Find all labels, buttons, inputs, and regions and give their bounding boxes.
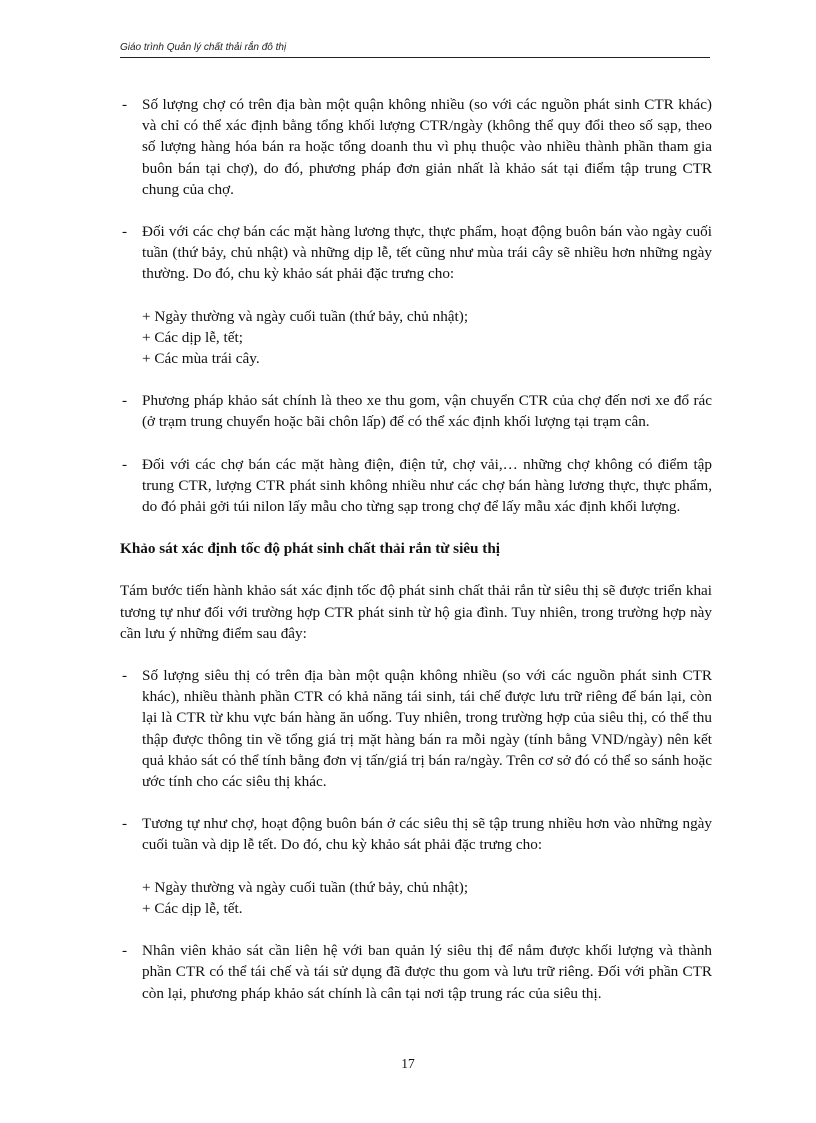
- bullet-text: Tương tự như chợ, hoạt động buôn bán ở các siêu thị sẽ tập trung nhiều hơn vào những ngày cuối tuần và dịp lễ tết. Do đó, chu kỳ khảo sát phải đặc trưng cho:: [142, 815, 712, 854]
- bullet-item: [120, 390, 712, 432]
- bullet-item: [120, 94, 712, 200]
- section-intro: Tám bước tiến hành khảo sát xác định tốc độ phát sinh chất thải rắn từ siêu thị sẽ được triển khai tương tự như đối với trường hợp CTR phát sinh từ hộ gia đình. Tuy nhiên, trong trường hợp này cần lưu ý những điểm sau đây:: [120, 582, 712, 642]
- sub-list-item: + Ngày thường và ngày cuối tuần (thứ bảy, chủ nhật);: [142, 307, 469, 325]
- page-number: 17: [401, 1056, 415, 1071]
- bullet-text: Đối với các chợ bán các mặt hàng lương thực, thực phẩm, hoạt động buôn bán vào ngày cuối tuần (thứ bảy, chủ nhật) và những dịp lễ, tết cũng như mùa trái cây sẽ nhiều hơn những ngày thường. Do đó, chu kỳ khảo sát phải đặc trưng cho:: [142, 223, 712, 283]
- bullet-text: Đối với các chợ bán các mặt hàng điện, điện tử, chợ vải,… những chợ không có điểm tập trung CTR, lượng CTR phát sinh không nhiều như các chợ bán hàng lương thực, thực phẩm, do đó phải gởi túi nilon lấy mẫu cho từng sạp trong chợ để lấy mẫu xác định khối lượng.: [142, 455, 712, 516]
- bullet-dash: -: [122, 392, 128, 410]
- bullet-item: [120, 940, 712, 1004]
- bullet-dash: -: [122, 942, 128, 960]
- section-heading: Khảo sát xác định tốc độ phát sinh chất thải rắn từ siêu thị: [120, 540, 501, 558]
- sub-list: [142, 306, 712, 370]
- sub-list-item: + Các mùa trái cây.: [142, 350, 260, 368]
- bullet-item: [120, 665, 712, 792]
- bullet-item: [120, 454, 712, 518]
- bullet-dash: -: [122, 223, 128, 241]
- bullet-dash: -: [122, 667, 128, 685]
- bullet-text: Nhân viên khảo sát cần liên hệ với ban quản lý siêu thị để nắm được khối lượng và thành phần CTR có thể tái chế và tái sử dụng đã được thu gom và lưu trữ riêng. Đối với phần CTR còn lại, phương pháp khảo sát chính là cân tại nơi tập trung rác của siêu thị.: [142, 942, 712, 1002]
- bullet-dash: -: [122, 96, 128, 113]
- bullet-item: [120, 813, 712, 855]
- sub-list-item: + Các dịp lễ, tết;: [142, 328, 243, 346]
- bullet-dash: -: [122, 815, 128, 833]
- bullet-text: Số lượng siêu thị có trên địa bàn một quận không nhiều (so với các nguồn phát sinh CTR khác), nhiều thành phần CTR có khả năng tái sinh, tái chế được lưu trữ riêng để bán lại, còn lại là CTR từ khu vực bán hàng ăn uống. Tuy nhiên, trong trường hợp của siêu thị, có thể thu thập được thông tin về tổng giá trị mặt hàng bán ra mỗi ngày (tính bằng VND/ngày) nên kết quả khảo sát có thể tính bằng đơn vị tấn/giá trị bán ra/ngày. Trên cơ sở đó có thể so sánh hoặc ước tính cho các siêu thị khác.: [142, 667, 712, 791]
- sub-list-item: + Các dịp lễ, tết.: [142, 899, 243, 917]
- bullet-text: Phương pháp khảo sát chính là theo xe thu gom, vận chuyển CTR của chợ đến nơi xe đổ rác (ở trạm trung chuyển hoặc bãi chôn lấp) để có thể xác định khối lượng tại trạm cân.: [142, 392, 712, 431]
- page-content: [120, 94, 712, 1025]
- bullet-dash: -: [122, 455, 128, 473]
- sub-list: [142, 877, 712, 919]
- running-header: Giáo trình Quản lý chất thải rắn đô thị: [120, 42, 710, 58]
- bullet-text: Số lượng chợ có trên địa bàn một quận không nhiều (so với các nguồn phát sinh CTR khác) và chỉ có thể xác định bằng tổng khối lượng CTR/ngày (không thể quy đổi theo số sạp, theo số lượng hàng hóa bán ra hoặc tổng doanh thu vì phụ thuộc vào nhiều thành phần tham gia buôn bán tại chợ), do đó, phương pháp đơn giản nhất là khảo sát tại điểm tập trung CTR chung của chợ.: [142, 96, 712, 198]
- bullet-item: [120, 221, 712, 285]
- sub-list-item: + Ngày thường và ngày cuối tuần (thứ bảy, chủ nhật);: [142, 878, 469, 896]
